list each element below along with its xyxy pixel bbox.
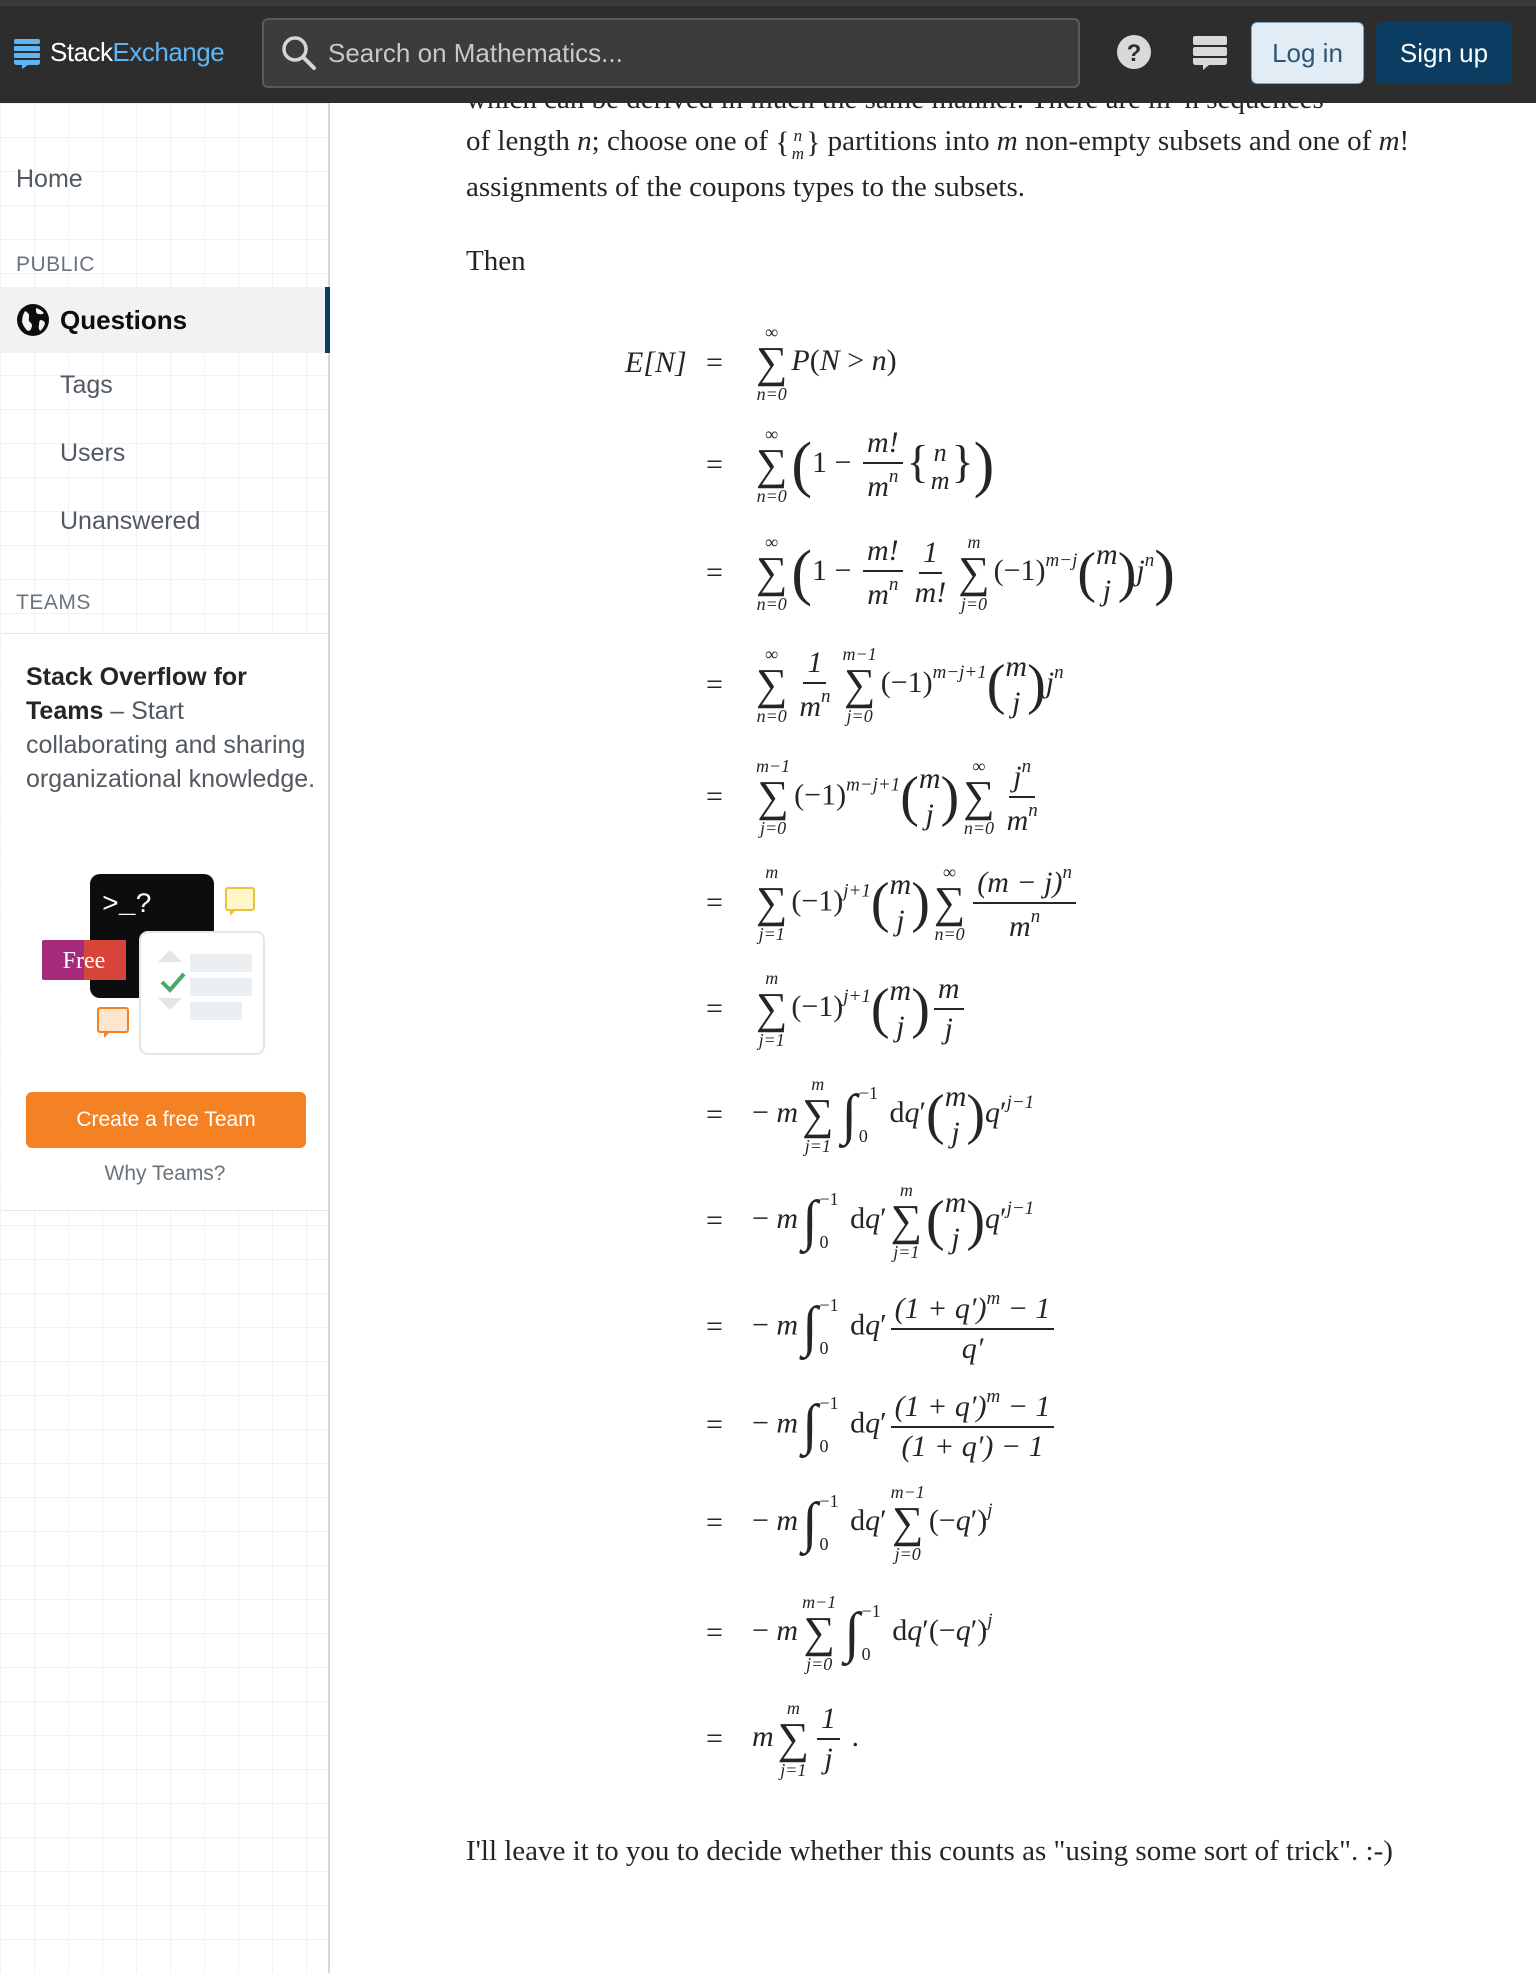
equation-row-10: = − m ∫ −1 0 dq′ $\frac{(1 + q')^m - 1}{q'}$ xyxy=(332,1297,1482,1357)
teams-promo-desc: – Start collaborating and sharing organizational knowledge. xyxy=(26,697,316,793)
answer-body xyxy=(332,103,1536,1973)
equation-row-8: = − m m ∑ j=1 ∫ −1 0 dq′ ( m j ) $q'^{j-1}$ xyxy=(706,1074,1035,1156)
equation-row-9: = − m ∫ −1 0 dq′ m ∑ j=1 ( m j ) $q'^{j-1}$ xyxy=(706,1180,1035,1262)
left-sidebar xyxy=(0,103,330,1973)
answer-closing: I'll leave it to you to decide whether this counts as "using some sort of trick". :-) xyxy=(466,1835,1393,1867)
sidebar-item-tags[interactable]: Tags xyxy=(60,371,113,399)
teams-promo xyxy=(2,633,328,1211)
equation-row-7: = m ∑ j=1 $(-1)^{j+1}$ ( m j ) $\frac{m}{j}$ xyxy=(332,979,1482,1039)
equation-row-2: = ∞ ∑ n=0 (1 − $\frac{m!}{m^n}$ { n m }) xyxy=(706,424,995,506)
para1-text-e: ! assignments of the coupons types to the subsets. xyxy=(466,125,1410,204)
sidebar-item-unanswered[interactable]: Unanswered xyxy=(60,507,201,535)
equation-row-12: = − m ∫ −1 0 dq′ m−1 ∑ j=0 $(-q')^j$ xyxy=(706,1482,993,1564)
sidebar-heading-public: PUBLIC xyxy=(16,253,95,276)
equation-row-11: = − m ∫ −1 0 dq′ $\frac{(1 + q')^m - 1}{(1 + q') - 1}$ xyxy=(332,1395,1482,1455)
illus-free-badge: Free xyxy=(62,948,106,974)
teams-illustration xyxy=(38,870,278,1070)
equation-row-1: E[N] = ∞ ∑ n=0 P(N > n) xyxy=(625,322,897,404)
sidebar-item-questions[interactable] xyxy=(0,287,330,353)
illus-prompt: >_? xyxy=(102,890,153,921)
search-input[interactable] xyxy=(328,28,1068,78)
sidebar-item-home[interactable]: Home xyxy=(16,165,83,193)
search-bar[interactable] xyxy=(262,18,1080,88)
sidebar-item-questions-label: Questions xyxy=(60,305,188,335)
signup-button[interactable]: Sign up xyxy=(1376,22,1512,84)
para1-text-d: non-empty subsets and one of xyxy=(1017,125,1379,157)
help-icon[interactable] xyxy=(1116,34,1152,70)
search-icon xyxy=(280,34,318,72)
logo-exchange: Exchange xyxy=(112,36,225,67)
why-teams-link[interactable]: Why Teams? xyxy=(104,1162,226,1185)
stackexchange-logo-icon xyxy=(14,37,40,67)
svg-text:?: ? xyxy=(1126,40,1142,67)
globe-icon xyxy=(16,303,50,337)
para1-text-c: partitions into xyxy=(820,125,997,157)
teams-promo-text xyxy=(26,660,316,796)
answer-then: Then xyxy=(466,245,526,277)
inbox-icon[interactable] xyxy=(1191,34,1229,70)
para1-text-b: ; choose one of xyxy=(591,125,776,157)
equation-row-13: = − m m−1 ∑ j=0 ∫ −1 0 $dq'(-q')^j$ xyxy=(706,1592,993,1674)
create-team-button[interactable]: Create a free Team xyxy=(26,1092,306,1148)
equation-row-5: = m−1 ∑ j=0 $(-1)^{m-j+1}$ ( m j ) ∞ ∑ n=0 $\frac{j^n}{m^n}$ xyxy=(706,755,1038,838)
top-bar xyxy=(0,0,1536,103)
top-accent-strip xyxy=(0,0,1536,6)
logo-text xyxy=(50,37,224,68)
equation-row-6: = m ∑ j=1 $(-1)^{j+1}$ ( m j ) ∞ ∑ n=0 $\frac{(m - j)^n}{m^n}$ xyxy=(332,873,1482,933)
answer-paragraph-1: of length n; choose one of { n m } partitions into m non-empty subsets and one of m! assignments of the coupons types to the subsets. xyxy=(466,125,1410,204)
para1-text-a: of length xyxy=(466,125,578,157)
equation-row-4: = ∞ ∑ n=0 $\frac{1}{m^n}$ m−1 ∑ j=0 $(-1)^{m-j+1}$ ( m j ) $j^n$ xyxy=(706,644,1064,726)
sidebar-heading-teams: TEAMS xyxy=(16,591,91,614)
teams-promo-title: Stack Overflow for Teams xyxy=(26,663,247,725)
logo-stack: Stack xyxy=(50,36,113,67)
sidebar-item-users[interactable]: Users xyxy=(60,439,126,467)
login-button[interactable]: Log in xyxy=(1251,22,1364,84)
equation-row-3: = ∞ ∑ n=0 (1 − $\frac{m!}{m^n}$ $\frac{1}{m!}$ m ∑ j=0 $(-1)^{m-j}$ ( m j ) $j^n$) xyxy=(706,532,1175,614)
site-logo[interactable] xyxy=(14,34,224,70)
equation-row-14: = m m ∑ j=1 $\frac{1}{j}$ . xyxy=(706,1698,860,1780)
